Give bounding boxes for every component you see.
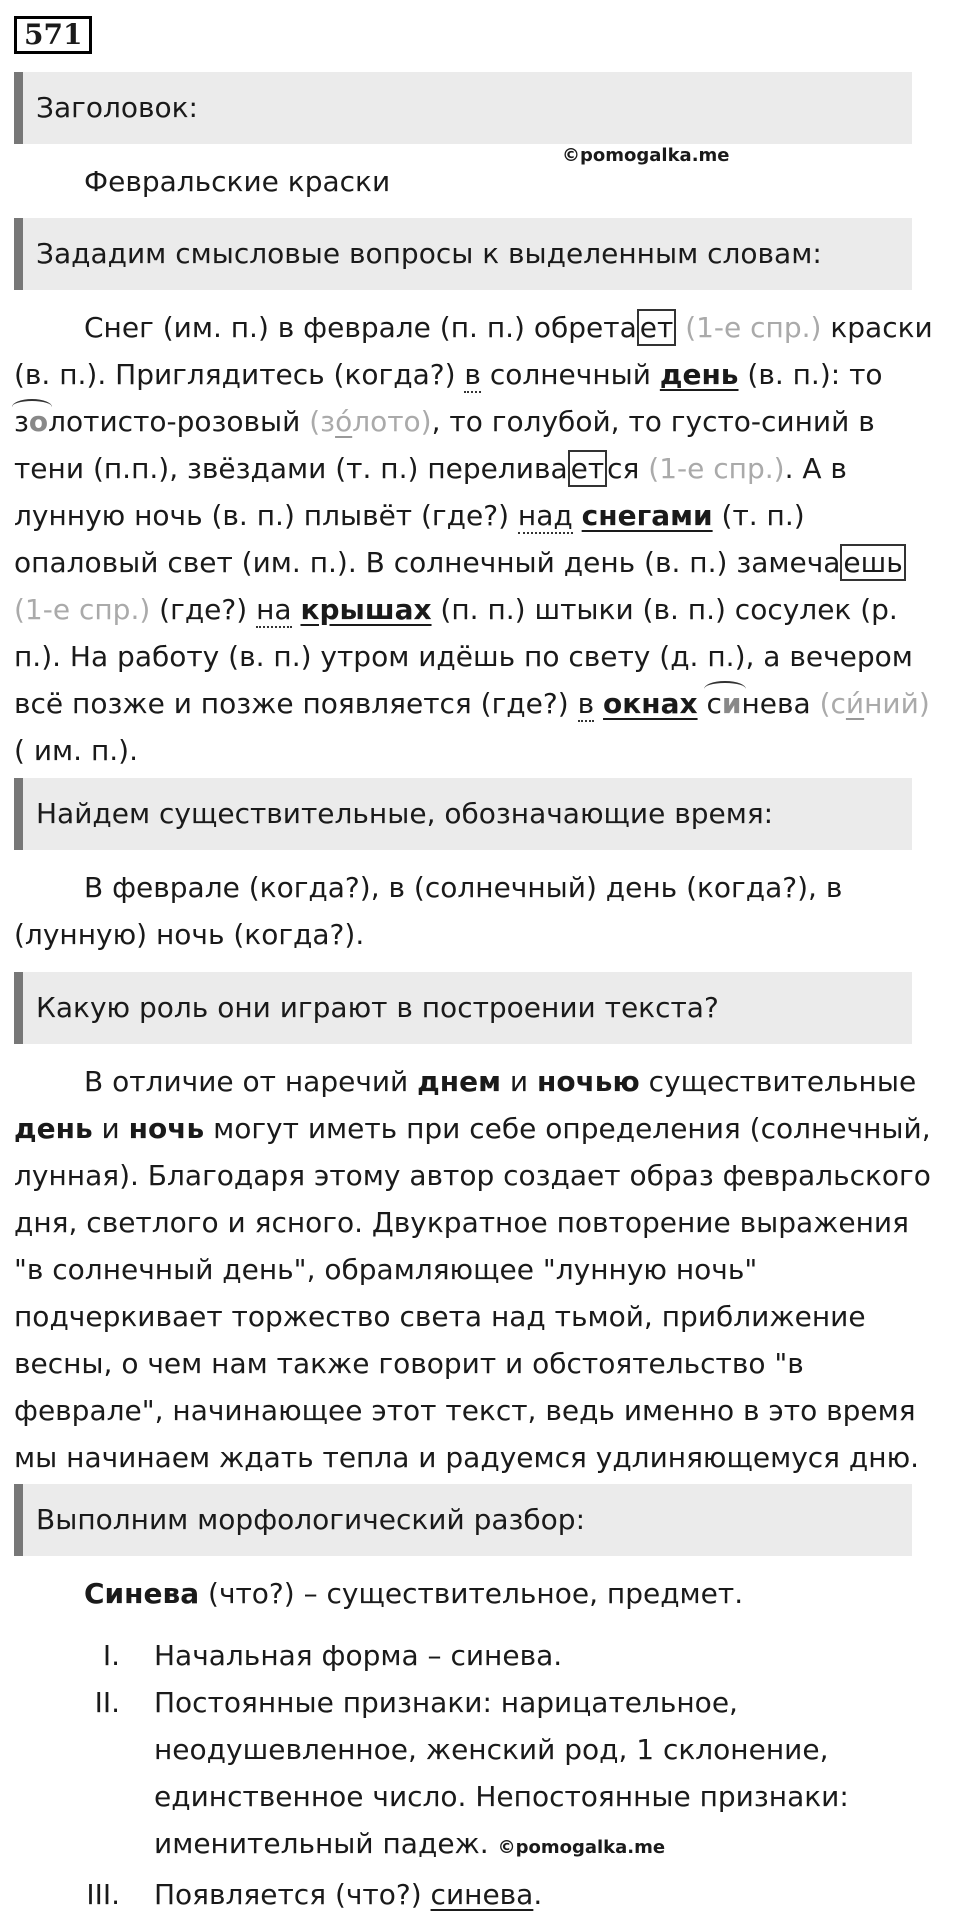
text-line: п.). На работу (в. п.) утром идёшь по свету (д. п.), а вечером [14, 640, 913, 673]
text-line: Постоянные признаки: нарицательное, [154, 1686, 738, 1719]
list-number: III. [86, 1878, 120, 1911]
text-line: весны, о чем нам также говорит и обстоятельство "в [14, 1347, 804, 1380]
section-header-role: Какую роль они играют в построении текста? [14, 972, 912, 1044]
text-line: лунную ночь (в. п.) плывёт (где?) над снегами (т. п.) [14, 499, 805, 532]
questions-text [14, 304, 933, 774]
text-line: (в. п.). Приглядитесь (когда?) в солнечный день (в. п.): то [14, 358, 883, 391]
text-line: опаловый свет (им. п.). В солнечный день (в. п.) замеча ешь [14, 539, 919, 586]
text-line: всё позже и позже появляется (где?) в окнах синева (си́ний) [14, 680, 919, 727]
list-item [0, 1632, 960, 1679]
text-line: Синева (что?) – существительное, предмет. [84, 1577, 744, 1610]
list-item [0, 1871, 960, 1918]
text-line: Появляется (что?) синева. [154, 1878, 543, 1911]
text-line: единственное число. Непостоянные признаки: [154, 1780, 849, 1813]
text-line: Начальная форма – синева. [154, 1639, 563, 1672]
text-line: Снег (им. п.) в феврале (п. п.) обрета ет (1-е спр.) краски [84, 311, 933, 344]
text-line: ( им. п.). [14, 734, 138, 767]
text-line: золотисто-розовый (зо́лото), то голубой, то густо-синий в [14, 398, 919, 445]
section-header-questions: Зададим смысловые вопросы к выделенным словам: [14, 218, 912, 290]
nouns-text [14, 864, 919, 958]
text-line: именительный падеж. ©pomogalka.me [154, 1827, 666, 1860]
title-answer: Февральские краски [84, 165, 391, 198]
text-line: (лунную) ночь (когда?). [14, 918, 365, 951]
text-line: В отличие от наречий днем и ночью существительные [84, 1065, 917, 1098]
list-item [0, 1679, 960, 1871]
text-line: неодушевленное, женский род, 1 склонение, [154, 1733, 829, 1766]
section-header-nouns: Найдем существительные, обозначающие время: [14, 778, 912, 850]
text-line: дня, светлого и ясного. Двукратное повторение выражения [14, 1206, 909, 1239]
list-number: II. [94, 1686, 120, 1719]
text-line: лунная). Благодаря этому автор создает образ февральского [14, 1159, 931, 1192]
text-line: день и ночь могут иметь при себе определения (солнечный, [14, 1112, 931, 1145]
text-line: подчеркивает торжество света над тьмой, приближение [14, 1300, 866, 1333]
role-text [14, 1058, 931, 1481]
list-number: I. [102, 1639, 120, 1672]
text-line: (1-е спр.) (где?) на крышах (п. п.) штыки (в. п.) сосулек (р. [14, 593, 898, 626]
text-line: мы начинаем ждать тепла и радуемся удлиняющемуся дню. [14, 1441, 920, 1474]
text-line: "в солнечный день", обрамляющее "лунную ночь" [14, 1253, 758, 1286]
section-header-morph: Выполним морфологический разбор: [14, 1484, 912, 1556]
watermark: ©pomogalka.me [497, 1837, 666, 1858]
morph-intro [14, 1570, 919, 1617]
text-line: тени (п.п.), звёздами (т. п.) перелива ет ся (1-е спр.). А в [14, 452, 847, 485]
watermark: ©pomogalka.me [562, 145, 730, 166]
task-number: 571 [14, 16, 92, 54]
text-line: феврале", начинающее этот текст, ведь именно в это время [14, 1394, 916, 1427]
morph-list [0, 1632, 960, 1918]
section-header-title: Заголовок: [14, 72, 912, 144]
text-line: В феврале (когда?), в (солнечный) день (когда?), в [84, 871, 843, 904]
